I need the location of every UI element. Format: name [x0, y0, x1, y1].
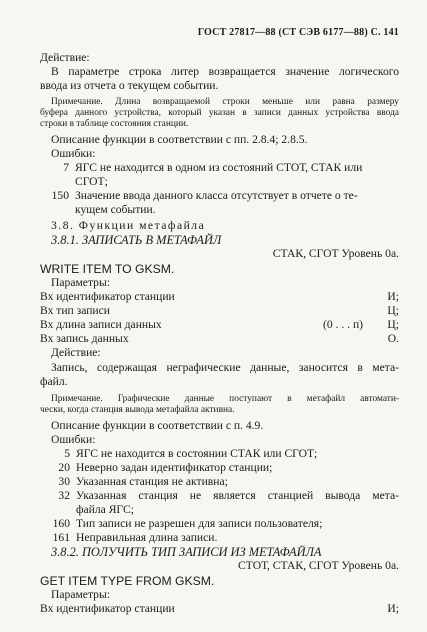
error-text: Указанная станция не является станцией вывода мета-: [76, 489, 399, 502]
function-name: WRITE ITEM TO GKSM.: [40, 262, 175, 276]
error-code: 5: [64, 447, 70, 460]
error-text: Указанная станция не активна;: [76, 475, 228, 488]
error-code: 161: [52, 531, 70, 544]
param-label: Вх длина записи данных: [40, 318, 162, 331]
param-type: О.: [387, 332, 399, 345]
text-line: Описание функции в соответствии с пп. 2.8.4; 2.8.5.: [51, 133, 308, 146]
text-line: ввода из отчета о текущем событии.: [40, 79, 219, 92]
error-item: [40, 461, 399, 475]
text-line: Запись, содержащая неграфические данные, заносится в мета-: [51, 361, 399, 374]
param-label: Вх идентификатор станции: [40, 290, 175, 303]
state-level: СТОТ, СТАК, СГОТ Уровень 0а.: [238, 559, 399, 572]
error-text: ЯГС не находится в состоянии СТАК или СГОТ;: [76, 447, 318, 460]
param-row: [40, 602, 399, 616]
param-type: И;: [387, 602, 399, 615]
text-line: файл.: [40, 375, 68, 388]
function-name: GET ITEM TYPE FROM GKSM.: [40, 574, 215, 588]
error-item: [40, 531, 399, 545]
section-3-8-1-title: 3.8.1. ЗАПИСАТЬ В МЕТАФАЙЛ: [51, 233, 222, 247]
error-item: [40, 447, 399, 461]
error-code: 7: [63, 161, 69, 174]
error-code: 32: [58, 489, 70, 502]
errors-heading: Ошибки:: [51, 433, 96, 446]
param-label: Вх тип записи: [40, 304, 110, 317]
note-line: Примечание. Графические данные поступают в метафайл автомати-: [51, 394, 399, 404]
error-text: Тип записи не разрешен для записи пользователя;: [76, 517, 323, 530]
action-heading: Действие:: [51, 346, 101, 359]
param-label: Вх запись данных: [40, 332, 129, 345]
state-level: СТАК, СГОТ Уровень 0а.: [272, 247, 399, 260]
params-heading: Параметры:: [51, 588, 110, 601]
error-text: ЯГС не находится в одном из состояний СТОТ, СТАК или: [75, 161, 363, 174]
error-code: 150: [51, 189, 69, 202]
note-line: строки в таблице состояния станции.: [40, 119, 189, 129]
error-code: 20: [58, 461, 70, 474]
param-label: Вх идентификатор станции: [40, 602, 175, 615]
error-text-cont: кущем событии.: [75, 203, 156, 216]
text-line: В параметре строка литер возвращается значение логического: [51, 65, 399, 78]
action-heading: Действие:: [40, 51, 90, 64]
error-text-cont: СГОТ;: [75, 175, 108, 188]
error-item: [40, 489, 399, 503]
note-line: Примечание. Длина возвращаемой строки меньше или равна размеру: [51, 97, 399, 107]
param-row: [40, 304, 399, 318]
param-row: [40, 332, 399, 346]
error-item: [40, 475, 399, 489]
text-line: Описание функции в соответствии с п. 4.9.: [51, 419, 264, 432]
section-3-8-2-title: 3.8.2. ПОЛУЧИТЬ ТИП ЗАПИСИ ИЗ МЕТАФАЙЛА: [51, 545, 322, 559]
param-range: (0 . . . п): [323, 318, 364, 331]
error-code: 30: [58, 475, 70, 488]
error-code: 160: [52, 517, 70, 530]
param-type: Ц;: [387, 304, 399, 317]
error-text: Значение ввода данного класса отсутствует в отчете о те-: [75, 189, 358, 202]
page-header: ГОСТ 27817—88 (СТ СЭВ 6177—88) С. 141: [197, 27, 399, 38]
error-text: Неправильная длина записи.: [76, 531, 218, 544]
note-line: чески, когда станция вывода метафайла активна.: [40, 405, 235, 415]
section-3-8-title: 3.8. Функции метафайла: [51, 219, 206, 232]
param-type: И;: [387, 290, 399, 303]
error-text-cont: файла ЯГС;: [76, 503, 134, 516]
error-text: Неверно задан идентификатор станции;: [76, 461, 273, 474]
error-item: [40, 189, 399, 203]
error-item: [40, 517, 399, 531]
params-heading: Параметры:: [51, 276, 110, 289]
param-type: Ц;: [387, 318, 399, 331]
param-row: [40, 318, 399, 332]
note-line: буфера данного устройства, который указан в записи данных устройства ввода: [40, 108, 399, 118]
error-item: [40, 161, 399, 175]
errors-heading: Ошибки:: [51, 147, 96, 160]
param-row: [40, 290, 399, 304]
